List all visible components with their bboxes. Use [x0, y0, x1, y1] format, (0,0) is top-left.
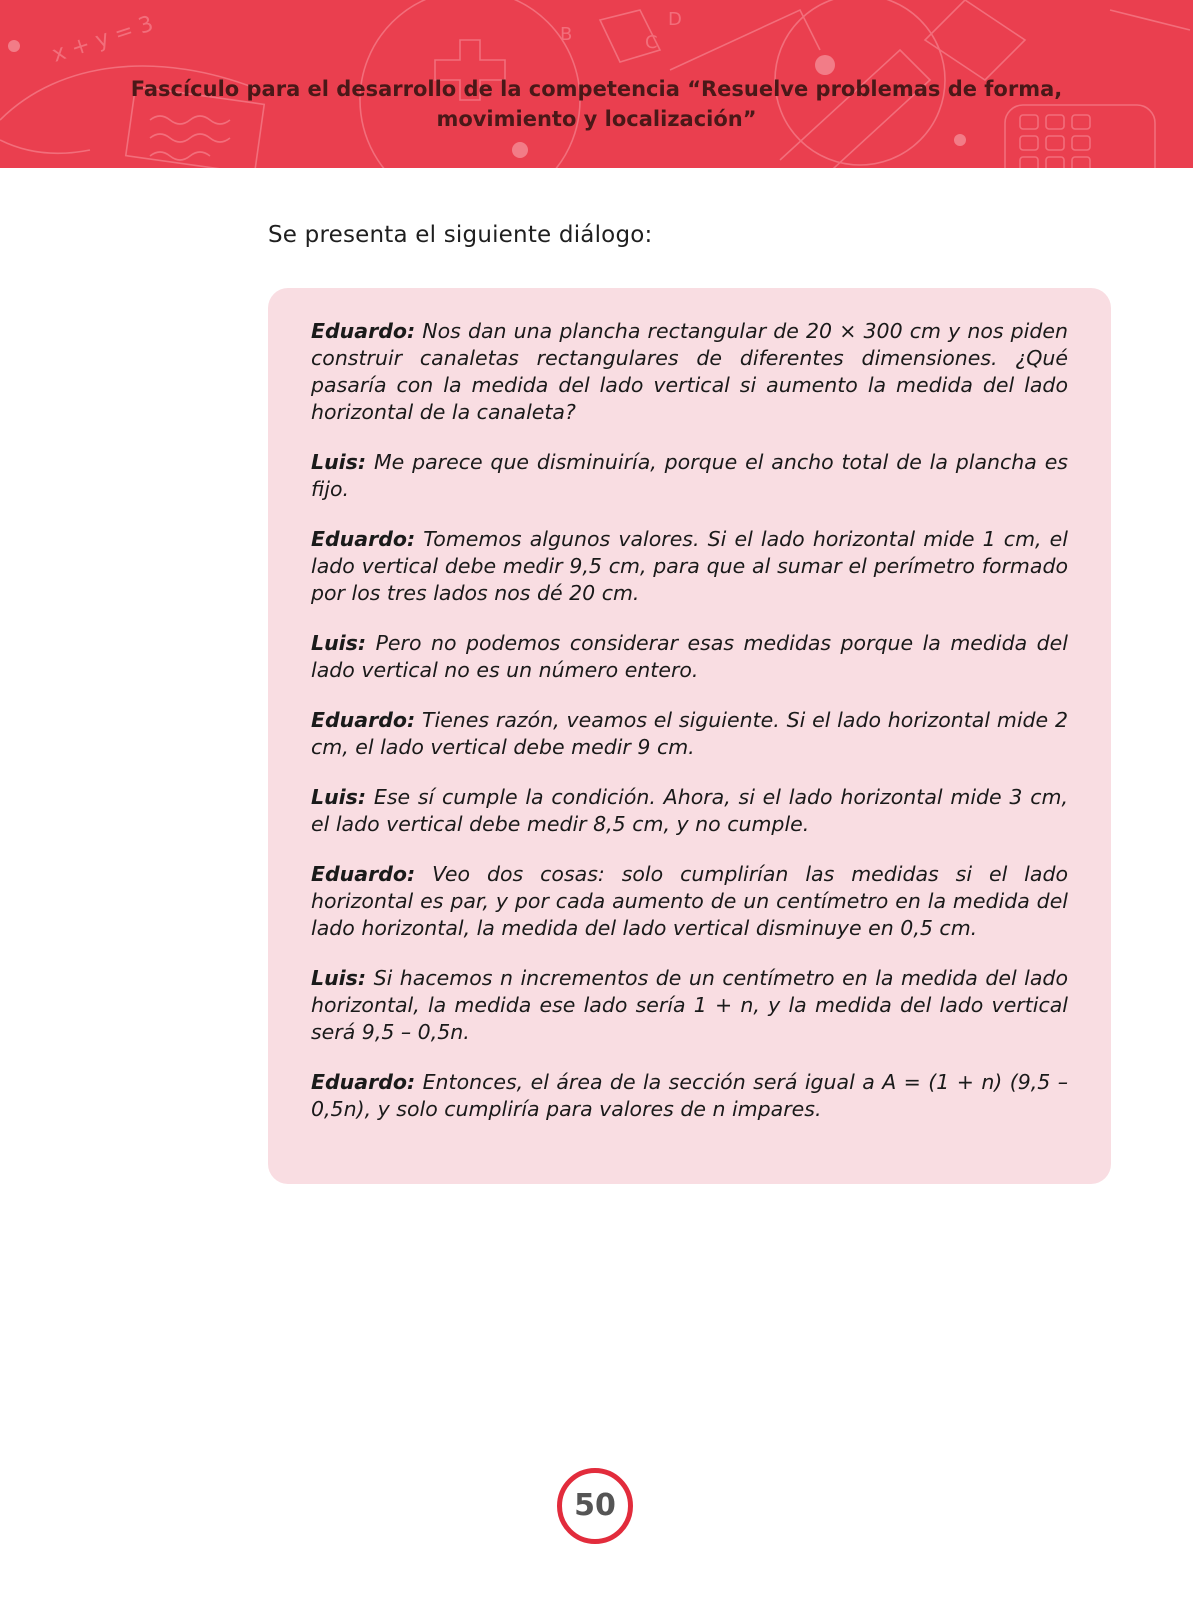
dialog-entry — [311, 707, 1068, 761]
dialog-entry — [311, 318, 1068, 426]
page-header — [0, 0, 1193, 168]
intro-text: Se presenta el siguiente diálogo: — [268, 222, 653, 248]
dialog-text: Ese sí cumple la condición. Ahora, si el lado horizontal mide 3 cm, el lado vertical debe medir 8,5 cm, y no cumple. — [311, 785, 1068, 836]
dialog-text: Tomemos algunos valores. Si el lado horizontal mide 1 cm, el lado vertical debe medir 9,5 cm, para que al sumar el perímetro formado por los tres lados nos dé 20 cm. — [311, 527, 1068, 605]
dialog-text: Me parece que disminuiría, porque el ancho total de la plancha es fijo. — [311, 450, 1068, 501]
dialog-list — [311, 318, 1068, 1146]
dialog-speaker: Eduardo: — [311, 708, 416, 732]
dialog-text: Tienes razón, veamos el siguiente. Si el lado horizontal mide 2 cm, el lado vertical debe medir 9 cm. — [311, 708, 1068, 759]
dialog-text: Entonces, el área de la sección será igual a A = (1 + n) (9,5 – 0,5n), y solo cumpliría para valores de n impares. — [311, 1070, 1068, 1121]
dialog-speaker: Luis: — [311, 785, 367, 809]
dialog-speaker: Eduardo: — [311, 319, 416, 343]
dialog-text: Pero no podemos considerar esas medidas porque la medida del lado vertical no es un número entero. — [311, 631, 1068, 682]
fascicle-title — [0, 74, 1193, 134]
dialog-entry — [311, 449, 1068, 503]
page-number-badge — [557, 1468, 633, 1544]
dialog-speaker: Eduardo: — [311, 1070, 416, 1094]
dialog-speaker: Eduardo: — [311, 862, 416, 886]
dialog-entry — [311, 965, 1068, 1046]
dialog-speaker: Luis: — [311, 450, 367, 474]
dialog-text: Veo dos cosas: solo cumplirían las medidas si el lado horizontal es par, y por cada aumento de un centímetro en la medida del lado horizontal, la medida del lado vertical disminuye en 0,5 cm. — [311, 862, 1068, 940]
svg-text:x + y = 3: x + y = 3 — [49, 11, 157, 68]
page-number: 50 — [574, 1488, 616, 1523]
dialog-entry — [311, 861, 1068, 942]
svg-text:C: C — [645, 32, 658, 53]
dialog-entry — [311, 784, 1068, 838]
svg-text:D: D — [668, 9, 682, 30]
dialog-speaker: Luis: — [311, 631, 367, 655]
svg-text:B: B — [560, 24, 573, 45]
fascicle-title-line-2: movimiento y localización” — [436, 107, 757, 131]
dialog-speaker: Luis: — [311, 966, 367, 990]
dialog-speaker: Eduardo: — [311, 527, 416, 551]
dialog-text: Nos dan una plancha rectangular de 20 × 300 cm y nos piden construir canaletas rectangulares de diferentes dimensiones. ¿Qué pasaría con la medida del lado vertical si aumento la medida del lado horizontal de la canaleta? — [311, 319, 1068, 424]
dialog-entry — [311, 526, 1068, 607]
fascicle-title-line-1: Fascículo para el desarrollo de la competencia “Resuelve problemas de forma, — [130, 77, 1063, 101]
dialog-entry — [311, 1069, 1068, 1123]
dialog-box — [268, 288, 1111, 1184]
dialog-entry — [311, 630, 1068, 684]
dialog-text: Si hacemos n incrementos de un centímetro en la medida del lado horizontal, la medida ese lado sería 1 + n, y la medida del lado vertical será 9,5 – 0,5n. — [311, 966, 1068, 1044]
